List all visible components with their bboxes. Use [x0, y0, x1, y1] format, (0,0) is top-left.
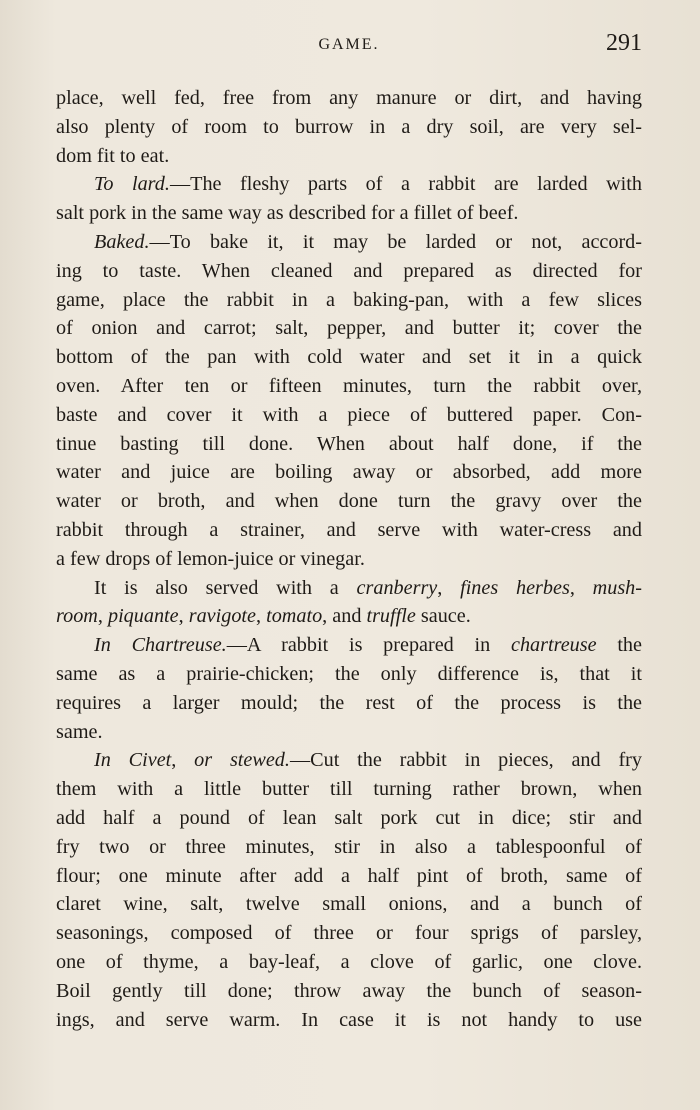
running-head: GAME. — [318, 36, 380, 53]
page-body — [56, 84, 642, 1034]
text-fragment: , and — [322, 605, 367, 628]
paragraph-baked — [56, 228, 642, 257]
text-line: a few drops of lemon-juice or vinegar. — [56, 547, 365, 570]
text-line: same. — [56, 720, 103, 743]
text-fragment: the — [596, 634, 642, 657]
text-line: same as a prairie-chicken; the only difference is, that it — [56, 662, 642, 685]
text-line-row — [56, 804, 642, 833]
text-line: seasonings, composed of three or four sprigs of parsley, — [56, 922, 642, 945]
text-line: requires a larger mould; the rest of the process is the — [56, 691, 642, 714]
section-heading: In Chartreuse. — [94, 634, 227, 657]
text-line: —Cut the rabbit in pieces, and fry — [289, 749, 642, 772]
text-fragment: , — [178, 605, 189, 628]
text-line: of onion and carrot; salt, pepper, and butter it; cover the — [56, 317, 642, 340]
text-line: ings, and serve warm. In case it is not handy to use — [56, 1008, 642, 1031]
text-line-row — [56, 1006, 642, 1035]
text-fragment: , — [437, 576, 461, 599]
text-line-row — [56, 545, 642, 574]
text-line-row — [56, 602, 642, 631]
text-line: —To bake it, it may be larded or not, accord- — [149, 230, 642, 253]
text-line-row — [56, 343, 642, 372]
text-line: game, place the rabbit in a baking-pan, with a few slices — [56, 288, 642, 311]
text-line: —The fleshy parts of a rabbit are larded with — [169, 173, 642, 196]
text-fragment: —A rabbit is prepared in — [226, 634, 511, 657]
sauce-name: piquante — [107, 605, 179, 628]
sauce-name: tomato — [266, 605, 323, 628]
page-header — [56, 30, 642, 70]
text-line: place, well fed, free from any manure or dirt, and having — [56, 87, 642, 109]
section-heading: To lard. — [94, 173, 170, 196]
text-line: Boil gently till done; throw away the bunch of season- — [56, 979, 642, 1002]
text-line: fry two or three minutes, stir in also a tablespoonful of — [56, 835, 642, 858]
text-line-row — [56, 487, 642, 516]
text-line: claret wine, salt, twelve small onions, and a bunch of — [56, 893, 642, 916]
text-line: baste and cover it with a piece of buttered paper. Con- — [56, 403, 642, 426]
text-line: one of thyme, a bay-leaf, a clove of garlic, one clove. — [56, 950, 642, 973]
sauce-name: ravigote — [188, 605, 256, 628]
sauce-name: fines herbes — [460, 576, 570, 599]
text-line-row — [56, 718, 642, 747]
text-line-row — [56, 314, 642, 343]
text-line: dom fit to eat. — [56, 144, 170, 167]
paragraph-also-served — [56, 574, 642, 603]
sauce-name: cranberry — [356, 576, 438, 599]
page-number: 291 — [606, 30, 642, 56]
text-line: water and juice are boiling away or absorbed, add more — [56, 461, 642, 484]
paragraph-to-lard — [56, 170, 642, 199]
text-line-row — [56, 890, 642, 919]
text-line-row — [56, 689, 642, 718]
text-fragment: , — [97, 605, 108, 628]
text-line-row — [56, 372, 642, 401]
sauce-name: mush- — [592, 576, 643, 599]
text-fragment: , — [256, 605, 267, 628]
paragraph-continued — [56, 84, 642, 113]
text-line-row — [56, 919, 642, 948]
text-line-row — [56, 401, 642, 430]
text-line: also plenty of room to burrow in a dry soil, are very sel- — [56, 115, 642, 138]
text-line-row — [56, 862, 642, 891]
text-line-row — [56, 286, 642, 315]
text-fragment: sauce. — [415, 605, 471, 628]
text-line-row — [56, 977, 642, 1006]
text-line: rabbit through a strainer, and serve with water-cress and — [56, 518, 642, 541]
text-line-row — [56, 948, 642, 977]
text-line-row — [56, 430, 642, 459]
section-heading: In Civet — [94, 749, 172, 772]
text-line-row — [56, 458, 642, 487]
text-line-row — [56, 257, 642, 286]
text-line: oven. After ten or fifteen minutes, turn the rabbit over, — [56, 374, 642, 397]
paragraph-civet — [56, 746, 642, 775]
section-heading: or stewed. — [194, 749, 290, 772]
text-line-row — [56, 660, 642, 689]
italic-term: chartreuse — [510, 634, 597, 657]
text-fragment: , — [171, 749, 195, 772]
text-line-row — [56, 142, 642, 171]
text-line: water or broth, and when done turn the gravy over the — [56, 490, 642, 513]
text-fragment: It is also served with a — [94, 576, 357, 599]
text-fragment: , — [569, 576, 593, 599]
sauce-name: room — [56, 605, 98, 628]
text-line: flour; one minute after add a half pint of broth, same of — [56, 864, 642, 887]
sauce-name: truffle — [366, 605, 416, 628]
text-line: salt pork in the same way as described for a fillet of beef. — [56, 202, 519, 225]
text-line: tinue basting till done. When about half done, if the — [56, 432, 642, 455]
text-line: add half a pound of lean salt pork cut in dice; stir and — [56, 806, 642, 829]
text-line-row — [56, 199, 642, 228]
paragraph-chartreuse — [56, 631, 642, 660]
text-line: ing to taste. When cleaned and prepared as directed for — [56, 259, 642, 282]
text-line-row — [56, 516, 642, 545]
text-line: bottom of the pan with cold water and set it in a quick — [56, 346, 642, 369]
text-line-row — [56, 833, 642, 862]
text-line-row — [56, 113, 642, 142]
section-heading: Baked. — [94, 230, 150, 253]
text-line-row — [56, 775, 642, 804]
text-line: them with a little butter till turning rather brown, when — [56, 778, 642, 801]
